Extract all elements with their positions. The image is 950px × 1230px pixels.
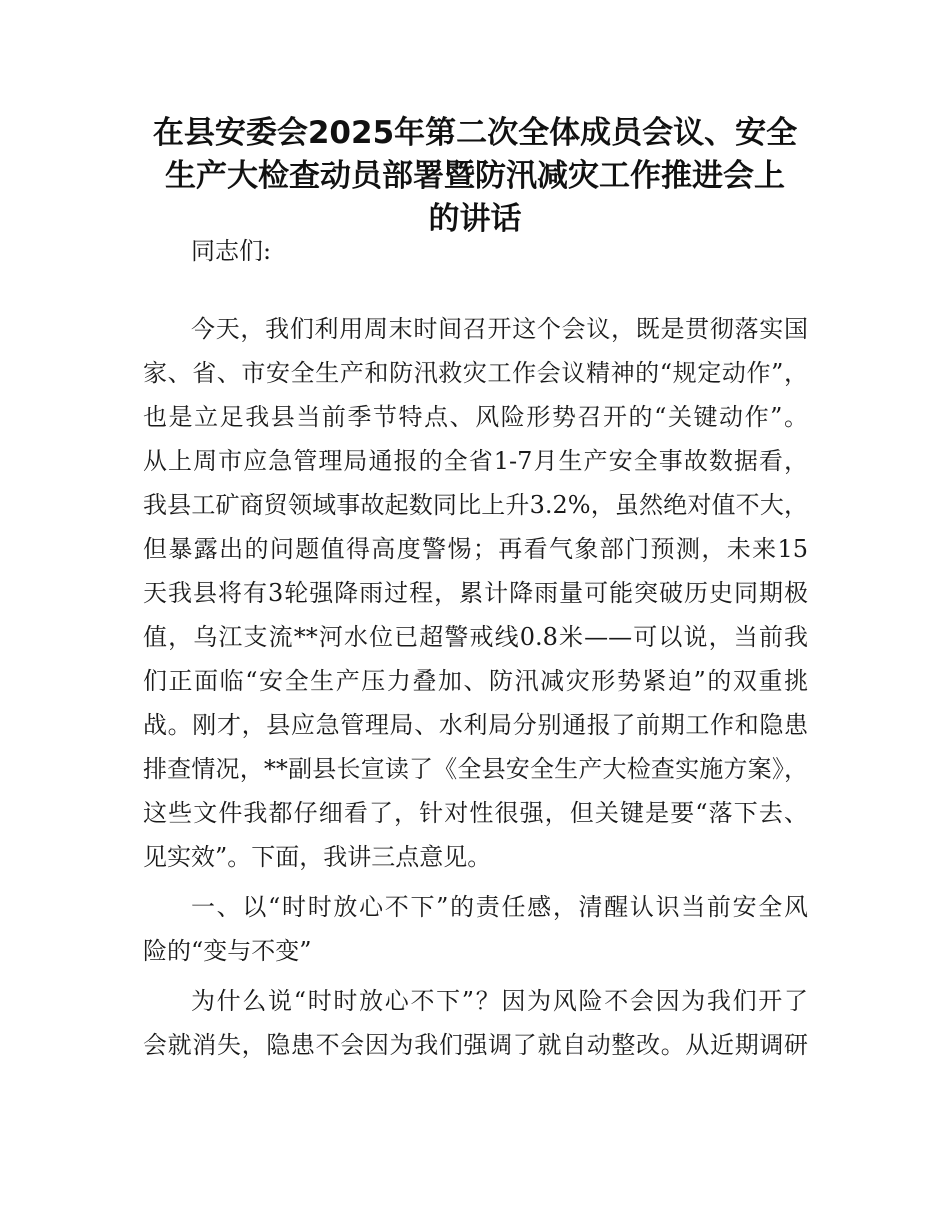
body-text-line: 见实效”。下面，我讲三点意见。 — [143, 843, 492, 871]
body-text-line: 家、省、市安全生产和防汛救灾工作会议精神的“规定动作”， — [143, 359, 808, 387]
body-text-line: 会就消失，隐患不会因为我们强调了就自动整改。从近期调研 — [143, 1031, 808, 1059]
body-text-line: 这些文件我都仔细看了，针对性很强，但关键是要“落下去、 — [143, 799, 808, 827]
salutation: 同志们: — [191, 237, 272, 265]
body-text-line: 从上周市应急管理局通报的全省1-7月生产安全事故数据看， — [143, 447, 808, 475]
title-line: 生产大检查动员部署暨防汛减灾工作推进会上 — [165, 158, 785, 194]
body-text-line: 但暴露出的问题值得高度警惕；再看气象部门预测，未来15 — [143, 535, 808, 563]
body-text-line: 值，乌江支流**河水位已超警戒线0.8米——可以说，当前我 — [143, 623, 808, 651]
body-text-line: 们正面临“安全生产压力叠加、防汛减灾形势紧迫”的双重挑 — [143, 667, 808, 695]
body-text-line: 排查情况，**副县长宣读了《全县安全生产大检查实施方案》， — [143, 755, 808, 783]
body-text-line: 天我县将有3轮强降雨过程，累计降雨量可能突破历史同期极 — [143, 579, 808, 607]
body-text-line: 今天，我们利用周末时间召开这个会议，既是贯彻落实国 — [191, 315, 808, 343]
section-heading-line: 险的“变与不变” — [143, 937, 312, 965]
body-text-line: 我县工矿商贸领域事故起数同比上升3.2%，虽然绝对值不大， — [143, 491, 808, 519]
page-title — [130, 112, 820, 241]
title-line: 的讲话 — [428, 201, 522, 237]
title-line: 在县安委会2025年第二次全体成员会议、安全 — [152, 115, 798, 151]
body-text-line: 战。刚才，县应急管理局、水利局分别通报了前期工作和隐患 — [143, 711, 808, 739]
section-heading-line: 一、以“时时放心不下”的责任感，清醒认识当前安全风 — [191, 893, 808, 921]
body-text-line: 为什么说“时时放心不下”？因为风险不会因为我们开了 — [191, 987, 808, 1015]
body-text-line: 也是立足我县当前季节特点、风险形势召开的“关键动作”。 — [143, 403, 808, 431]
